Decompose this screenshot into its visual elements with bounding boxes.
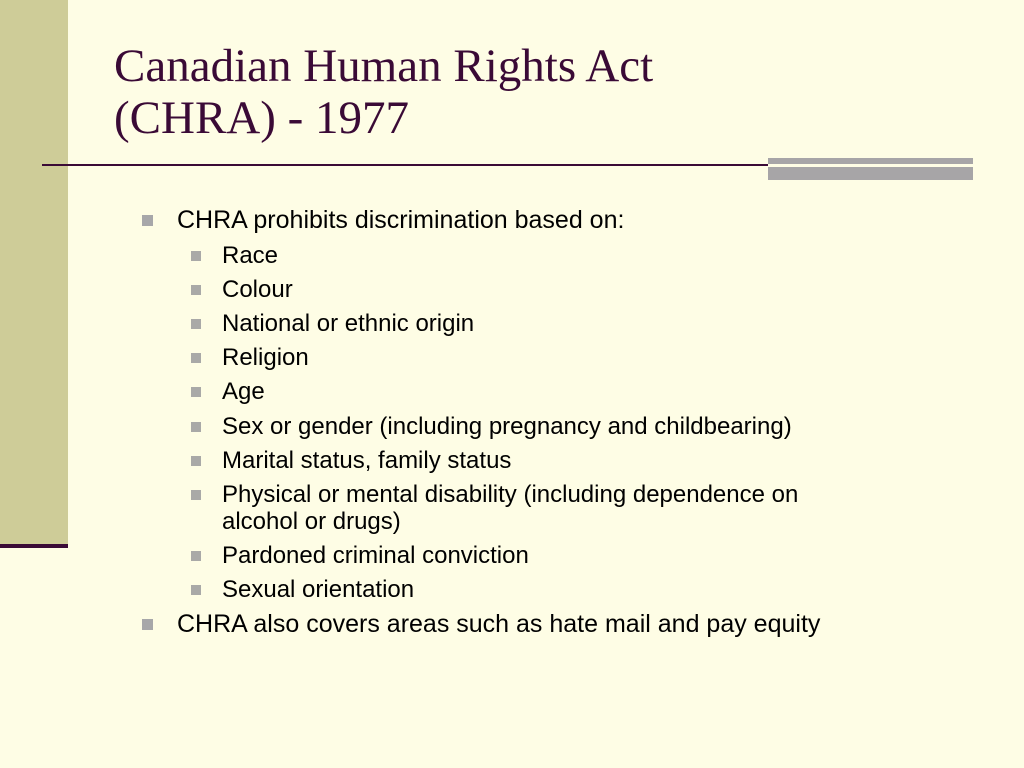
ground-disability	[222, 481, 798, 508]
square-bullet-icon	[191, 585, 201, 595]
left-decorative-band	[0, 0, 68, 544]
bullet-text: CHRA prohibits discrimination based on:	[177, 206, 625, 234]
ground-national-origin	[222, 310, 474, 337]
bullet-text: CHRA also covers areas such as hate mail and pay equity	[177, 610, 821, 638]
ground-text: Physical or mental disability (including dependence on	[222, 481, 799, 508]
square-bullet-icon	[191, 490, 201, 500]
bullet-prohibits-intro	[177, 207, 624, 234]
ground-text: alcohol or drugs)	[222, 508, 401, 535]
slide-title-line-2: (CHRA) - 1977	[114, 92, 410, 144]
square-bullet-icon	[191, 353, 201, 363]
square-bullet-icon	[191, 285, 201, 295]
ground-text: National or ethnic origin	[222, 310, 475, 337]
ground-colour	[222, 276, 293, 303]
ground-text: Age	[222, 378, 265, 405]
ground-religion	[222, 344, 309, 371]
ground-pardoned-conviction	[222, 542, 529, 569]
ground-text: Religion	[222, 344, 309, 371]
square-bullet-icon	[191, 251, 201, 261]
square-bullet-icon	[142, 215, 153, 226]
square-bullet-icon	[191, 422, 201, 432]
ground-age	[222, 378, 265, 405]
ground-disability-continuation	[222, 508, 401, 535]
ground-text: Race	[222, 242, 279, 269]
ground-sexual-orientation	[222, 576, 414, 603]
title-divider-line	[42, 164, 770, 166]
bullet-also-covers	[177, 611, 820, 638]
ground-text: Sex or gender (including pregnancy and childbearing)	[222, 413, 792, 440]
ground-race	[222, 242, 278, 269]
ground-text: Marital status, family status	[222, 447, 512, 474]
square-bullet-icon	[191, 456, 201, 466]
ground-text: Pardoned criminal conviction	[222, 542, 529, 569]
ground-text: Colour	[222, 276, 293, 303]
ground-text: Sexual orientation	[222, 576, 415, 603]
square-bullet-icon	[191, 319, 201, 329]
title-divider-bar	[768, 158, 973, 180]
left-accent-line	[0, 544, 68, 548]
ground-sex-gender	[222, 413, 792, 440]
slide-title	[114, 40, 653, 144]
square-bullet-icon	[142, 619, 153, 630]
slide-title-line-1: Canadian Human Rights Act	[114, 40, 654, 92]
square-bullet-icon	[191, 387, 201, 397]
square-bullet-icon	[191, 551, 201, 561]
ground-marital-family-status	[222, 447, 511, 474]
